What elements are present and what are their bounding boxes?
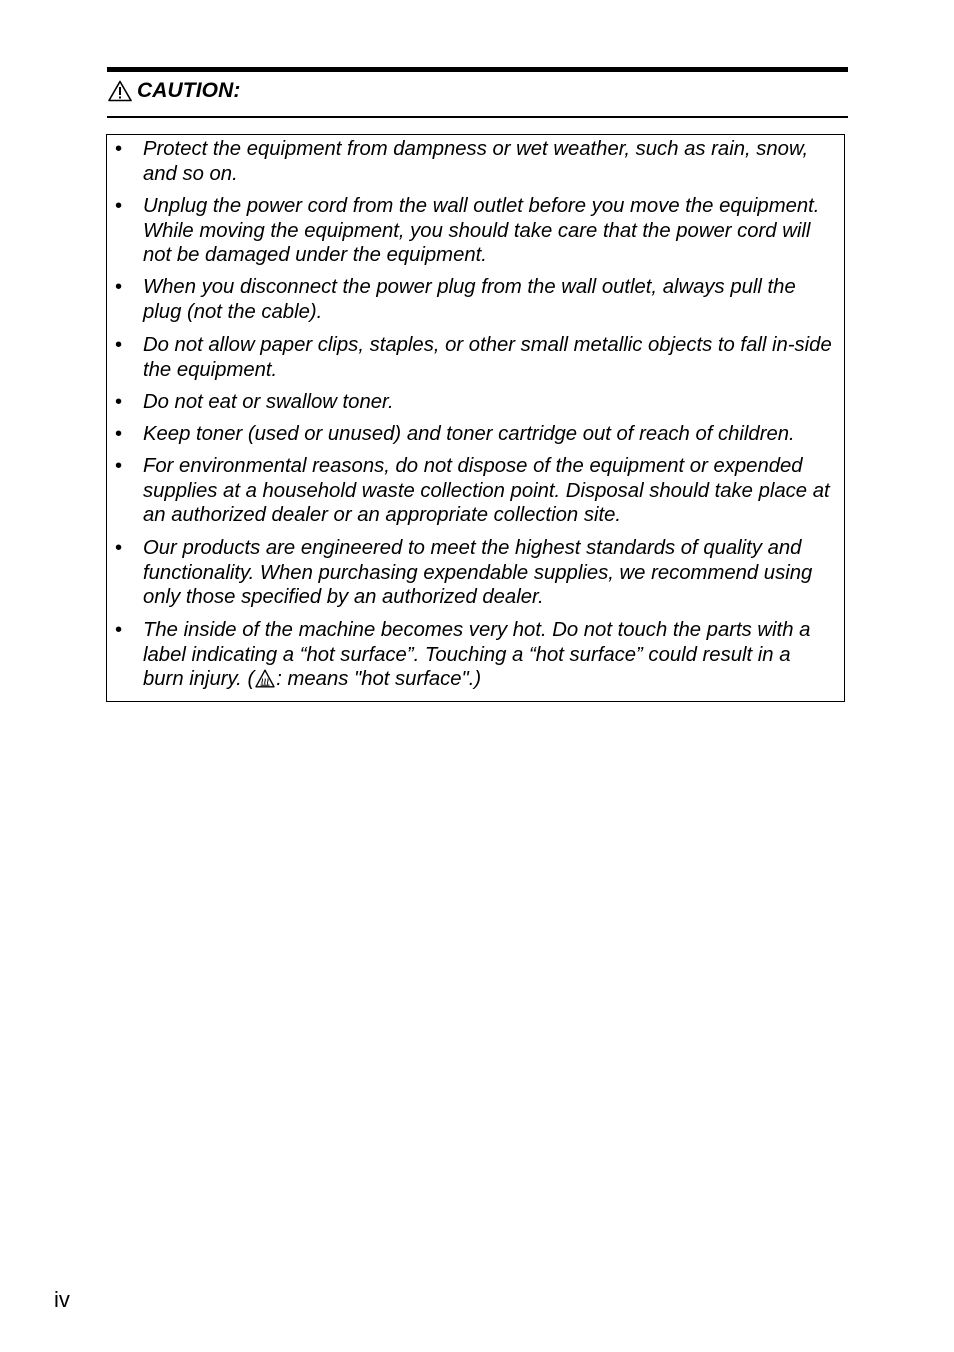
list-item (107, 390, 844, 415)
list-item (107, 618, 844, 695)
bullet: • (115, 391, 123, 413)
list-item (107, 194, 844, 268)
list-item-text: When you disconnect the power plug from the wall outlet, always pull the plug (not the cable). (143, 276, 796, 323)
bullet: • (115, 455, 123, 477)
list-item-text: Do not eat or swallow toner. (143, 391, 394, 413)
bullet: • (115, 195, 123, 217)
list-item-text: Protect the equipment from dampness or wet weather, such as rain, snow, and so on. (143, 138, 809, 185)
bullet: • (115, 619, 123, 641)
top-rule (107, 67, 848, 72)
list-item (107, 333, 844, 382)
hot-item-text-end: : means "hot surface".) (276, 668, 482, 691)
list-item (107, 275, 844, 324)
list-item-text: Our products are engineered to meet the highest standards of quality and functionality. When purchasing expendable supplies, we recommend using only those specified by an authorized dealer. (143, 537, 813, 609)
list-item (107, 422, 844, 447)
hot-surface-icon (255, 669, 275, 695)
caution-label: CAUTION: (137, 79, 241, 102)
caution-heading (108, 78, 240, 104)
list-item-text: Do not allow paper clips, staples, or other small metallic objects to fall in-side the equipment. (143, 334, 832, 381)
bullet: • (115, 537, 123, 559)
warning-triangle-icon (108, 80, 132, 102)
list-item-text: For environmental reasons, do not dispose of the equipment or expended supplies at a household waste collection point. Disposal should take place at an authorized dealer or an appropriate collection site. (143, 455, 830, 527)
bullet: • (115, 423, 123, 445)
hot-item-text-start: The inside of the machine becomes very hot. Do not touch the parts with a label indicating a “hot surface”. Touching a “hot surface” could result in a burn injury. ( (143, 619, 811, 691)
list-item-text (143, 618, 835, 695)
heading-divider (107, 116, 848, 118)
list-item-text: Unplug the power cord from the wall outlet before you move the equipment. While moving the equipment, you should take care that the power cord will not be damaged under the equipment. (143, 195, 820, 267)
list-item (107, 454, 844, 528)
list-item (107, 536, 844, 610)
page-number: iv (54, 1287, 70, 1312)
caution-box (106, 134, 845, 702)
bullet: • (115, 138, 123, 160)
bullet: • (115, 334, 123, 356)
bullet: • (115, 276, 123, 298)
list-item-text: Keep toner (used or unused) and toner cartridge out of reach of children. (143, 423, 795, 445)
list-item (107, 137, 844, 186)
